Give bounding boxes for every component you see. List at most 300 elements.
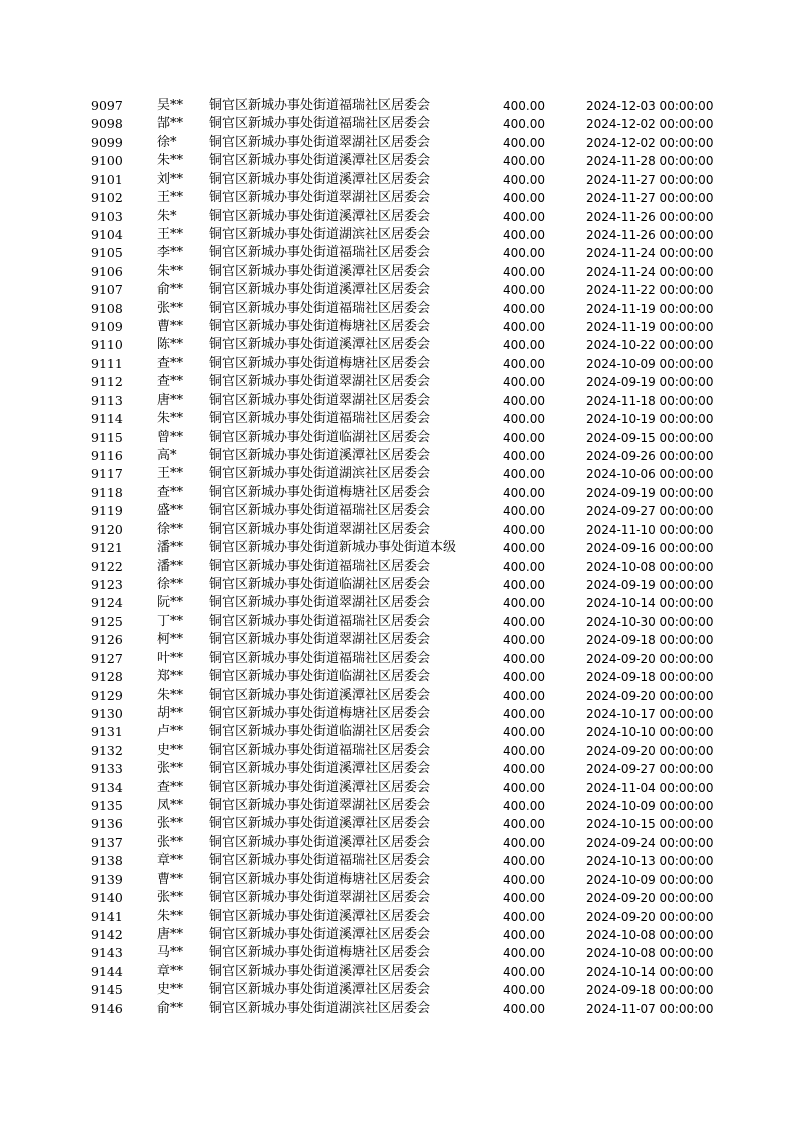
record-name: 曾** xyxy=(157,429,184,445)
record-amount: 400.00 xyxy=(503,762,545,777)
record-id: 9112 xyxy=(91,374,123,390)
record-id: 9100 xyxy=(91,153,123,169)
record-name: 王** xyxy=(157,466,184,482)
record-name: 马** xyxy=(157,945,184,961)
record-organization: 铜官区新城办事处街道溪潭社区居委会 xyxy=(209,982,431,998)
record-organization: 铜官区新城办事处街道梅塘社区居委会 xyxy=(209,355,431,371)
record-amount: 400.00 xyxy=(503,117,545,132)
record-organization: 铜官区新城办事处街道溪潭社区居委会 xyxy=(209,208,431,224)
record-organization: 铜官区新城办事处街道临湖社区居委会 xyxy=(209,669,431,685)
record-amount: 400.00 xyxy=(503,301,545,316)
record-amount: 400.00 xyxy=(503,817,545,832)
record-organization: 铜官区新城办事处街道临湖社区居委会 xyxy=(209,429,431,445)
table-row xyxy=(0,484,793,502)
record-name: 潘** xyxy=(157,558,184,574)
table-row xyxy=(0,631,793,649)
record-id: 9142 xyxy=(91,926,123,942)
record-organization: 铜官区新城办事处街道翠湖社区居委会 xyxy=(209,890,431,906)
record-date: 2024-10-19 00:00:00 xyxy=(586,412,714,427)
record-id: 9137 xyxy=(91,834,123,850)
record-date: 2024-09-20 00:00:00 xyxy=(586,688,714,703)
record-id: 9144 xyxy=(91,963,123,979)
record-id: 9135 xyxy=(91,798,123,814)
record-amount: 400.00 xyxy=(503,209,545,224)
record-date: 2024-10-17 00:00:00 xyxy=(586,706,714,721)
record-id: 9117 xyxy=(91,466,123,482)
record-date: 2024-09-26 00:00:00 xyxy=(586,449,714,464)
table-row xyxy=(0,908,793,926)
record-amount: 400.00 xyxy=(503,577,545,592)
record-name: 朱** xyxy=(157,908,184,924)
record-id: 9113 xyxy=(91,392,123,408)
table-row xyxy=(0,410,793,428)
record-id: 9127 xyxy=(91,650,123,666)
record-amount: 400.00 xyxy=(503,99,545,113)
record-amount: 400.00 xyxy=(503,393,545,408)
table-row xyxy=(0,779,793,797)
table-row xyxy=(0,465,793,483)
record-id: 9140 xyxy=(91,890,123,906)
record-name: 刘** xyxy=(157,171,184,187)
table-row xyxy=(0,797,793,815)
record-organization: 铜官区新城办事处街道福瑞社区居委会 xyxy=(209,742,431,758)
record-id: 9101 xyxy=(91,171,123,187)
table-row xyxy=(0,594,793,612)
table-row xyxy=(0,558,793,576)
record-amount: 400.00 xyxy=(503,320,545,335)
record-name: 郜** xyxy=(157,116,184,132)
record-id: 9104 xyxy=(91,226,123,242)
record-name: 唐** xyxy=(157,926,184,942)
table-row xyxy=(0,521,793,539)
record-name: 李** xyxy=(157,245,184,261)
record-name: 徐* xyxy=(157,134,177,150)
record-name: 查** xyxy=(157,355,184,371)
record-name: 章** xyxy=(157,853,184,869)
record-organization: 铜官区新城办事处街道溪潭社区居委会 xyxy=(209,687,431,703)
record-name: 潘** xyxy=(157,540,184,556)
record-name: 查** xyxy=(157,374,184,390)
record-name: 徐** xyxy=(157,521,184,537)
record-name: 查** xyxy=(157,484,184,500)
record-amount: 400.00 xyxy=(503,485,545,500)
table-row xyxy=(0,134,793,152)
table-row xyxy=(0,263,793,281)
record-name: 柯** xyxy=(157,632,184,648)
table-row xyxy=(0,447,793,465)
record-organization: 铜官区新城办事处街道福瑞社区居委会 xyxy=(209,650,431,666)
record-name: 徐** xyxy=(157,576,184,592)
table-row xyxy=(0,300,793,318)
records-table xyxy=(0,97,793,1018)
record-date: 2024-09-19 00:00:00 xyxy=(586,577,714,592)
record-name: 张** xyxy=(157,816,184,832)
record-date: 2024-10-09 00:00:00 xyxy=(586,872,714,887)
record-amount: 400.00 xyxy=(503,688,545,703)
record-date: 2024-11-26 00:00:00 xyxy=(586,227,714,242)
table-row xyxy=(0,760,793,778)
record-id: 9120 xyxy=(91,521,123,537)
record-date: 2024-11-28 00:00:00 xyxy=(586,154,714,169)
record-date: 2024-11-10 00:00:00 xyxy=(586,522,714,537)
table-row xyxy=(0,576,793,594)
record-name: 曹** xyxy=(157,319,184,335)
record-amount: 400.00 xyxy=(503,946,545,961)
record-name: 卢** xyxy=(157,724,184,740)
record-amount: 400.00 xyxy=(503,725,545,740)
record-organization: 铜官区新城办事处街道福瑞社区居委会 xyxy=(209,558,431,574)
record-organization: 铜官区新城办事处街道溪潭社区居委会 xyxy=(209,963,431,979)
record-id: 9145 xyxy=(91,982,123,998)
record-id: 9107 xyxy=(91,282,123,298)
table-row xyxy=(0,373,793,391)
record-organization: 铜官区新城办事处街道翠湖社区居委会 xyxy=(209,190,431,206)
record-name: 凤** xyxy=(157,798,184,814)
record-id: 9129 xyxy=(91,687,123,703)
record-organization: 铜官区新城办事处街道溪潭社区居委会 xyxy=(209,171,431,187)
table-row xyxy=(0,742,793,760)
record-date: 2024-11-27 00:00:00 xyxy=(586,191,714,206)
record-amount: 400.00 xyxy=(503,449,545,464)
record-id: 9132 xyxy=(91,742,123,758)
table-row xyxy=(0,318,793,336)
table-row xyxy=(0,926,793,944)
record-amount: 400.00 xyxy=(503,467,545,482)
record-organization: 铜官区新城办事处街道福瑞社区居委会 xyxy=(209,411,431,427)
record-date: 2024-10-15 00:00:00 xyxy=(586,817,714,832)
record-organization: 铜官区新城办事处街道溪潭社区居委会 xyxy=(209,448,431,464)
record-amount: 400.00 xyxy=(503,264,545,279)
record-id: 9103 xyxy=(91,208,123,224)
record-id: 9136 xyxy=(91,816,123,832)
table-row xyxy=(0,815,793,833)
record-date: 2024-10-09 00:00:00 xyxy=(586,799,714,814)
record-amount: 400.00 xyxy=(503,172,545,187)
record-name: 朱* xyxy=(157,208,177,224)
record-id: 9138 xyxy=(91,853,123,869)
record-organization: 铜官区新城办事处街道梅塘社区居委会 xyxy=(209,484,431,500)
table-row xyxy=(0,871,793,889)
record-organization: 铜官区新城办事处街道福瑞社区居委会 xyxy=(209,613,431,629)
record-name: 张** xyxy=(157,834,184,850)
record-name: 史** xyxy=(157,982,184,998)
record-amount: 400.00 xyxy=(503,909,545,924)
record-id: 9118 xyxy=(91,484,123,500)
record-date: 2024-11-22 00:00:00 xyxy=(586,283,714,298)
record-date: 2024-09-20 00:00:00 xyxy=(586,743,714,758)
record-amount: 400.00 xyxy=(503,338,545,353)
record-organization: 铜官区新城办事处街道福瑞社区居委会 xyxy=(209,116,431,132)
table-row xyxy=(0,281,793,299)
table-row xyxy=(0,226,793,244)
record-date: 2024-09-18 00:00:00 xyxy=(586,983,714,998)
table-row xyxy=(0,650,793,668)
record-date: 2024-09-24 00:00:00 xyxy=(586,835,714,850)
table-row xyxy=(0,336,793,354)
table-row xyxy=(0,981,793,999)
record-amount: 400.00 xyxy=(503,246,545,261)
record-name: 朱** xyxy=(157,263,184,279)
record-amount: 400.00 xyxy=(503,430,545,445)
record-name: 张** xyxy=(157,761,184,777)
record-date: 2024-10-14 00:00:00 xyxy=(586,596,714,611)
record-id: 9143 xyxy=(91,945,123,961)
record-name: 张** xyxy=(157,300,184,316)
record-name: 朱** xyxy=(157,687,184,703)
record-amount: 400.00 xyxy=(503,872,545,887)
record-amount: 400.00 xyxy=(503,559,545,574)
record-date: 2024-10-08 00:00:00 xyxy=(586,946,714,961)
record-date: 2024-09-19 00:00:00 xyxy=(586,485,714,500)
record-date: 2024-10-14 00:00:00 xyxy=(586,964,714,979)
record-date: 2024-09-16 00:00:00 xyxy=(586,541,714,556)
record-organization: 铜官区新城办事处街道梅塘社区居委会 xyxy=(209,319,431,335)
table-row xyxy=(0,152,793,170)
record-organization: 铜官区新城办事处街道新城办事处街道本级 xyxy=(209,540,457,556)
record-date: 2024-12-02 00:00:00 xyxy=(586,135,714,150)
record-amount: 400.00 xyxy=(503,670,545,685)
table-row xyxy=(0,723,793,741)
record-id: 9110 xyxy=(91,337,123,353)
table-row xyxy=(0,502,793,520)
record-amount: 400.00 xyxy=(503,504,545,519)
record-organization: 铜官区新城办事处街道湖滨社区居委会 xyxy=(209,466,431,482)
record-id: 9126 xyxy=(91,632,123,648)
record-id: 9131 xyxy=(91,724,123,740)
record-name: 盛** xyxy=(157,503,184,519)
record-id: 9106 xyxy=(91,263,123,279)
record-organization: 铜官区新城办事处街道梅塘社区居委会 xyxy=(209,705,431,721)
table-row xyxy=(0,208,793,226)
record-date: 2024-09-18 00:00:00 xyxy=(586,670,714,685)
record-amount: 400.00 xyxy=(503,651,545,666)
record-date: 2024-09-27 00:00:00 xyxy=(586,504,714,519)
record-id: 9108 xyxy=(91,300,123,316)
record-organization: 铜官区新城办事处街道溪潭社区居委会 xyxy=(209,761,431,777)
record-id: 9116 xyxy=(91,448,123,464)
record-id: 9128 xyxy=(91,669,123,685)
record-name: 王** xyxy=(157,226,184,242)
record-organization: 铜官区新城办事处街道翠湖社区居委会 xyxy=(209,521,431,537)
record-amount: 400.00 xyxy=(503,596,545,611)
table-row xyxy=(0,613,793,631)
record-amount: 400.00 xyxy=(503,799,545,814)
record-date: 2024-11-07 00:00:00 xyxy=(586,1001,714,1016)
record-id: 9133 xyxy=(91,761,123,777)
record-name: 朱** xyxy=(157,153,184,169)
record-organization: 铜官区新城办事处街道翠湖社区居委会 xyxy=(209,374,431,390)
record-id: 9099 xyxy=(91,134,123,150)
record-id: 9124 xyxy=(91,595,123,611)
record-amount: 400.00 xyxy=(503,356,545,371)
table-row xyxy=(0,429,793,447)
record-organization: 铜官区新城办事处街道翠湖社区居委会 xyxy=(209,632,431,648)
record-id: 9146 xyxy=(91,1000,123,1016)
record-organization: 铜官区新城办事处街道翠湖社区居委会 xyxy=(209,798,431,814)
record-organization: 铜官区新城办事处街道湖滨社区居委会 xyxy=(209,1000,431,1016)
table-row xyxy=(0,97,793,115)
record-amount: 400.00 xyxy=(503,891,545,906)
record-name: 俞** xyxy=(157,282,184,298)
record-id: 9139 xyxy=(91,871,123,887)
record-organization: 铜官区新城办事处街道福瑞社区居委会 xyxy=(209,503,431,519)
table-row xyxy=(0,1000,793,1018)
record-id: 9097 xyxy=(91,98,123,113)
record-amount: 400.00 xyxy=(503,283,545,298)
record-id: 9121 xyxy=(91,540,123,556)
record-date: 2024-10-08 00:00:00 xyxy=(586,559,714,574)
record-amount: 400.00 xyxy=(503,835,545,850)
table-row xyxy=(0,392,793,410)
table-row xyxy=(0,705,793,723)
record-organization: 铜官区新城办事处街道溪潭社区居委会 xyxy=(209,816,431,832)
record-date: 2024-09-15 00:00:00 xyxy=(586,430,714,445)
record-name: 丁** xyxy=(157,613,184,629)
record-id: 9109 xyxy=(91,319,123,335)
record-amount: 400.00 xyxy=(503,614,545,629)
record-amount: 400.00 xyxy=(503,780,545,795)
record-name: 章** xyxy=(157,963,184,979)
record-organization: 铜官区新城办事处街道福瑞社区居委会 xyxy=(209,300,431,316)
record-date: 2024-10-09 00:00:00 xyxy=(586,356,714,371)
record-date: 2024-09-20 00:00:00 xyxy=(586,891,714,906)
record-organization: 铜官区新城办事处街道临湖社区居委会 xyxy=(209,576,431,592)
record-id: 9102 xyxy=(91,190,123,206)
table-row xyxy=(0,668,793,686)
record-organization: 铜官区新城办事处街道福瑞社区居委会 xyxy=(209,853,431,869)
record-date: 2024-12-03 00:00:00 xyxy=(586,99,714,113)
table-row xyxy=(0,244,793,262)
record-name: 曹** xyxy=(157,871,184,887)
record-amount: 400.00 xyxy=(503,154,545,169)
record-name: 俞** xyxy=(157,1000,184,1016)
record-date: 2024-10-30 00:00:00 xyxy=(586,614,714,629)
record-organization: 铜官区新城办事处街道福瑞社区居委会 xyxy=(209,245,431,261)
record-organization: 铜官区新城办事处街道梅塘社区居委会 xyxy=(209,871,431,887)
table-row xyxy=(0,115,793,133)
record-organization: 铜官区新城办事处街道临湖社区居委会 xyxy=(209,724,431,740)
record-amount: 400.00 xyxy=(503,964,545,979)
record-amount: 400.00 xyxy=(503,706,545,721)
record-amount: 400.00 xyxy=(503,412,545,427)
record-organization: 铜官区新城办事处街道溪潭社区居委会 xyxy=(209,282,431,298)
record-name: 吴** xyxy=(157,98,184,113)
record-date: 2024-11-19 00:00:00 xyxy=(586,301,714,316)
record-id: 9123 xyxy=(91,576,123,592)
record-id: 9125 xyxy=(91,613,123,629)
record-id: 9141 xyxy=(91,908,123,924)
record-amount: 400.00 xyxy=(503,541,545,556)
record-name: 叶** xyxy=(157,650,184,666)
record-organization: 铜官区新城办事处街道翠湖社区居委会 xyxy=(209,134,431,150)
record-amount: 400.00 xyxy=(503,191,545,206)
record-name: 王** xyxy=(157,190,184,206)
record-id: 9119 xyxy=(91,503,123,519)
record-amount: 400.00 xyxy=(503,227,545,242)
record-amount: 400.00 xyxy=(503,135,545,150)
record-id: 9122 xyxy=(91,558,123,574)
record-organization: 铜官区新城办事处街道溪潭社区居委会 xyxy=(209,834,431,850)
record-organization: 铜官区新城办事处街道湖滨社区居委会 xyxy=(209,226,431,242)
record-id: 9115 xyxy=(91,429,123,445)
record-amount: 400.00 xyxy=(503,633,545,648)
record-id: 9111 xyxy=(91,355,123,371)
record-name: 胡** xyxy=(157,705,184,721)
record-amount: 400.00 xyxy=(503,854,545,869)
record-name: 朱** xyxy=(157,411,184,427)
record-organization: 铜官区新城办事处街道溪潭社区居委会 xyxy=(209,779,431,795)
record-id: 9098 xyxy=(91,116,123,132)
record-amount: 400.00 xyxy=(503,743,545,758)
record-date: 2024-11-24 00:00:00 xyxy=(586,246,714,261)
record-date: 2024-11-19 00:00:00 xyxy=(586,320,714,335)
record-amount: 400.00 xyxy=(503,1001,545,1016)
table-row xyxy=(0,944,793,962)
table-row xyxy=(0,889,793,907)
table-row xyxy=(0,852,793,870)
record-date: 2024-10-13 00:00:00 xyxy=(586,854,714,869)
record-amount: 400.00 xyxy=(503,983,545,998)
table-row xyxy=(0,355,793,373)
record-id: 9134 xyxy=(91,779,123,795)
record-date: 2024-09-20 00:00:00 xyxy=(586,651,714,666)
record-date: 2024-12-02 00:00:00 xyxy=(586,117,714,132)
record-organization: 铜官区新城办事处街道梅塘社区居委会 xyxy=(209,945,431,961)
record-date: 2024-09-20 00:00:00 xyxy=(586,909,714,924)
record-organization: 铜官区新城办事处街道溪潭社区居委会 xyxy=(209,337,431,353)
table-row xyxy=(0,963,793,981)
table-row xyxy=(0,171,793,189)
record-amount: 400.00 xyxy=(503,375,545,390)
record-organization: 铜官区新城办事处街道翠湖社区居委会 xyxy=(209,392,431,408)
table-row xyxy=(0,539,793,557)
record-date: 2024-10-06 00:00:00 xyxy=(586,467,714,482)
record-amount: 400.00 xyxy=(503,927,545,942)
record-organization: 铜官区新城办事处街道溪潭社区居委会 xyxy=(209,263,431,279)
record-name: 张** xyxy=(157,890,184,906)
record-date: 2024-09-27 00:00:00 xyxy=(586,762,714,777)
record-amount: 400.00 xyxy=(503,522,545,537)
record-id: 9114 xyxy=(91,411,123,427)
record-organization: 铜官区新城办事处街道翠湖社区居委会 xyxy=(209,595,431,611)
record-organization: 铜官区新城办事处街道溪潭社区居委会 xyxy=(209,926,431,942)
record-date: 2024-11-18 00:00:00 xyxy=(586,393,714,408)
record-id: 9105 xyxy=(91,245,123,261)
table-row xyxy=(0,189,793,207)
record-date: 2024-09-18 00:00:00 xyxy=(586,633,714,648)
record-name: 阮** xyxy=(157,595,184,611)
record-date: 2024-10-08 00:00:00 xyxy=(586,927,714,942)
record-date: 2024-11-04 00:00:00 xyxy=(586,780,714,795)
record-organization: 铜官区新城办事处街道溪潭社区居委会 xyxy=(209,153,431,169)
record-date: 2024-10-10 00:00:00 xyxy=(586,725,714,740)
record-date: 2024-11-24 00:00:00 xyxy=(586,264,714,279)
record-name: 陈** xyxy=(157,337,184,353)
record-date: 2024-11-26 00:00:00 xyxy=(586,209,714,224)
record-name: 高* xyxy=(157,448,177,464)
record-name: 唐** xyxy=(157,392,184,408)
table-row xyxy=(0,834,793,852)
record-date: 2024-09-19 00:00:00 xyxy=(586,375,714,390)
record-date: 2024-11-27 00:00:00 xyxy=(586,172,714,187)
record-organization: 铜官区新城办事处街道溪潭社区居委会 xyxy=(209,908,431,924)
record-name: 查** xyxy=(157,779,184,795)
table-row xyxy=(0,687,793,705)
record-date: 2024-10-22 00:00:00 xyxy=(586,338,714,353)
record-organization: 铜官区新城办事处街道福瑞社区居委会 xyxy=(209,98,431,113)
record-id: 9130 xyxy=(91,705,123,721)
record-name: 郑** xyxy=(157,669,184,685)
